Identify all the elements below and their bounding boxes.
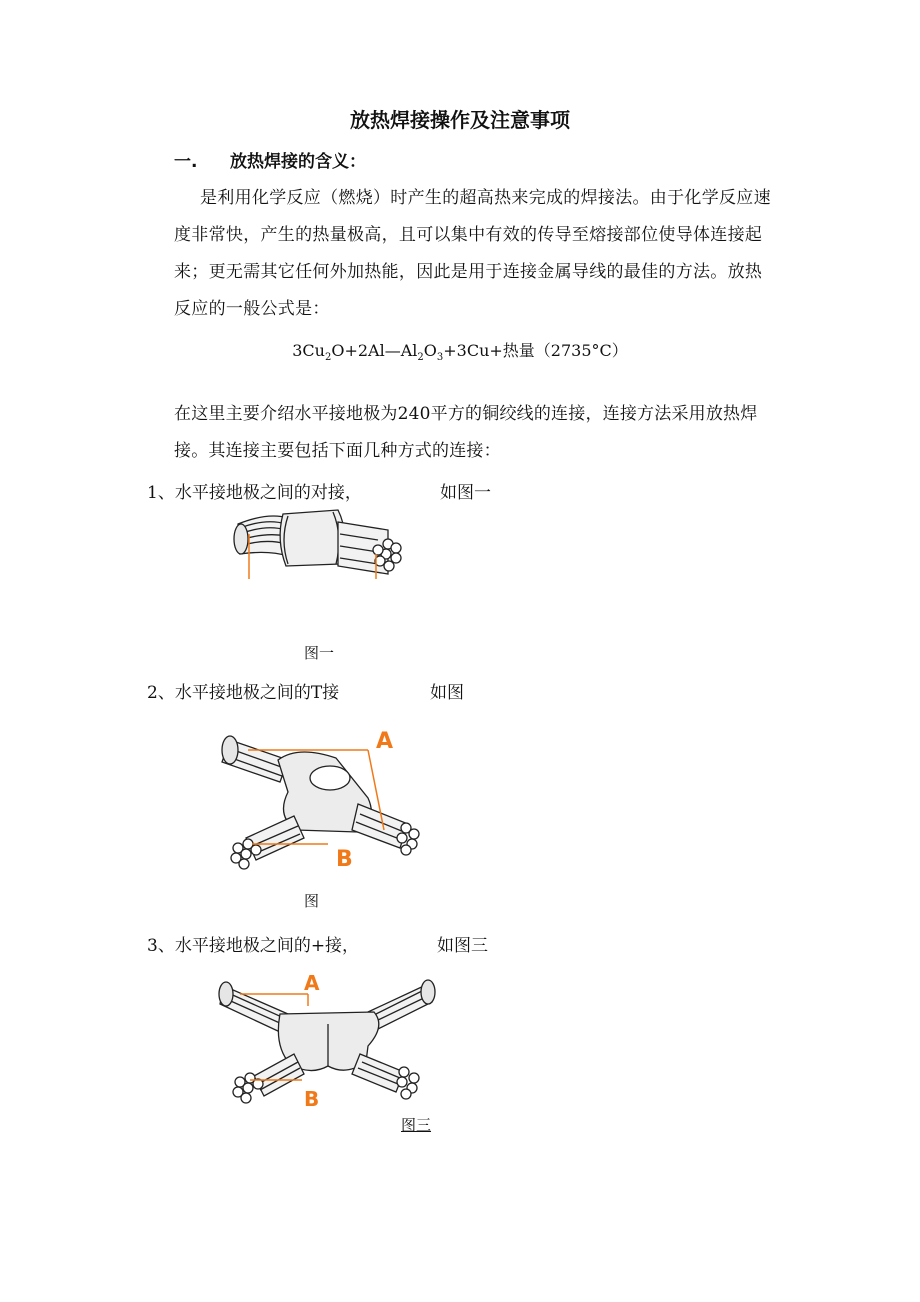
list-item-3 [147, 931, 359, 956]
section-heading [174, 147, 366, 172]
figure-1-caption: 图一 [304, 644, 335, 662]
item-2-ref: 如图 [430, 683, 464, 703]
paragraph-introduction: 在这里主要介绍水平接地极为240平方的铜绞线的连接，连接方法采用放热焊接。其连接主要包括下面几种方式的连接： [174, 404, 758, 461]
item-2-label: 2、水平接地极之间的T接 [147, 683, 340, 703]
list-item-1 [147, 478, 362, 503]
figure-3-caption: 图三 [401, 1116, 432, 1134]
item-3-ref: 如图三 [437, 936, 488, 956]
item-3-label: 3、水平接地极之间的+接， [147, 936, 360, 956]
section-number: 一. [174, 152, 198, 172]
svg-text:B: B [336, 847, 353, 870]
svg-text:A: A [376, 729, 394, 754]
item-1-ref: 如图一 [440, 483, 491, 503]
reaction-formula: $3Cu_2O+2Al—Al_2O_3+3Cu+$热量（2735°C） [292, 341, 628, 364]
figure-butt-splice [228, 504, 418, 584]
section-title: 放热焊接的含义： [230, 152, 366, 172]
paragraph-definition: 是利用化学反应（燃烧）时产生的超高热来完成的焊接法。由于化学反应速度非常快，产生的热量极高，且可以集中有效的传导至熔接部位使导体连接起来；更无需其它任何外加热能，因此是用于连接金属导线的最佳的方法。放热反应的一般公式是： [174, 188, 771, 319]
item-1-label: 1、水平接地极之间的对接， [147, 483, 362, 503]
figure-cross-joint [218, 966, 438, 1111]
figure-t-joint [218, 720, 428, 870]
document-title: 放热焊接操作及注意事项 [350, 108, 570, 132]
figure-2-caption: 图 [304, 892, 320, 910]
list-item-2 [147, 678, 339, 703]
svg-text:B: B [304, 1087, 320, 1111]
svg-text:A: A [304, 971, 320, 995]
